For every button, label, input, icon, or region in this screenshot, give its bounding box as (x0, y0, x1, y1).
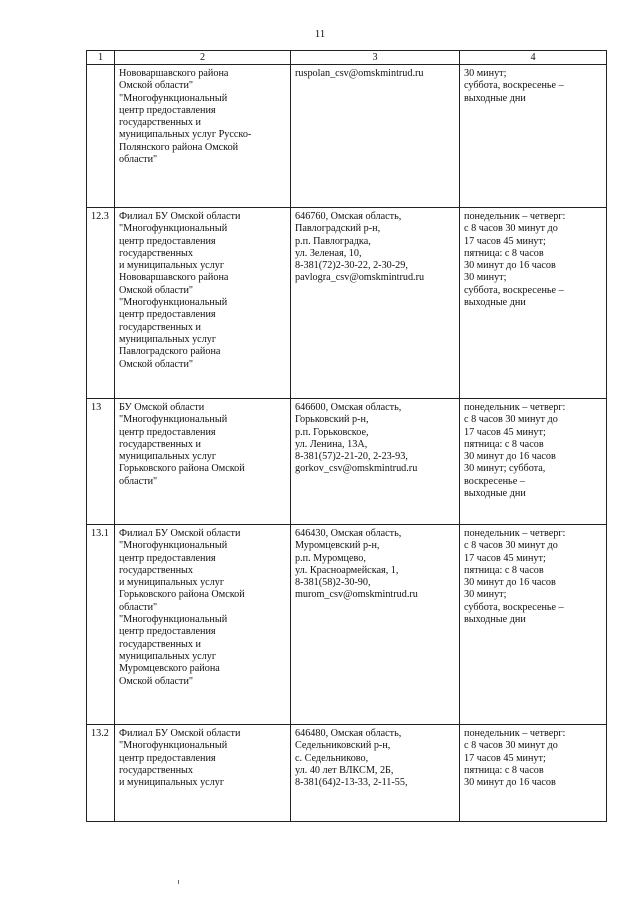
row-number: 13.1 (87, 525, 115, 725)
row-number: 13.2 (87, 725, 115, 822)
row-number (87, 65, 115, 208)
institution-name: Филиал БУ Омской области "Многофункциональный центр предоставления государственных и муниципальных услуг Горьковского района Омской области" "Многофункциональный центр предоставления государственных и муниципальных услуг Муромцевского района Омской области" (115, 525, 291, 725)
work-schedule: понедельник – четверг: с 8 часов 30 минут до 17 часов 45 минут; пятница: с 8 часов 30 минут до 16 часов 30 минут; суббота, воскресенье – выходные дни (460, 525, 607, 725)
row-number: 13 (87, 399, 115, 525)
institution-name: Филиал БУ Омской области "Многофункциональный центр предоставления государственных и муниципальных услуг (115, 725, 291, 822)
scan-mark (178, 880, 179, 884)
column-header-1: 1 (87, 51, 115, 65)
column-header-4: 4 (460, 51, 607, 65)
address-contacts: 646480, Омская область, Седельниковский р-н, с. Седельниково, ул. 40 лет ВЛКСМ, 2Б, 8-381(64)2-13-33, 2-11-55, (291, 725, 460, 822)
address-contacts: 646430, Омская область, Муромцевский р-н, р.п. Муромцево, ул. Красноармейская, 1, 8-381(58)2-30-90, murom_csv@omskmintrud.ru (291, 525, 460, 725)
work-schedule: понедельник – четверг: с 8 часов 30 минут до 17 часов 45 минут; пятница: с 8 часов 30 минут до 16 часов 30 минут; суббота, воскресенье – выходные дни (460, 208, 607, 399)
column-header-3: 3 (291, 51, 460, 65)
table-row (87, 725, 607, 822)
address-contacts: ruspolan_csv@omskmintrud.ru (291, 65, 460, 208)
work-schedule: понедельник – четверг: с 8 часов 30 минут до 17 часов 45 минут; пятница: с 8 часов 30 минут до 16 часов (460, 725, 607, 822)
institution-name: Филиал БУ Омской области "Многофункциональный центр предоставления государственных и муниципальных услуг Нововаршавского района Омской области" "Многофункциональный центр предоставления государственных и муниципальных услуг Павлоградского района Омской области" (115, 208, 291, 399)
table-row (87, 399, 607, 525)
address-contacts: 646600, Омская область, Горьковский р-н, р.п. Горьковское, ул. Ленина, 13А, 8-381(57)2-21-20, 2-23-93, gorkov_csv@omskmintrud.ru (291, 399, 460, 525)
institution-name: Нововаршавского района Омской области" "Многофункциональный центр предоставления государственных и муниципальных услуг Русско- Полянского района Омской области" (115, 65, 291, 208)
table-header-row (87, 51, 607, 65)
column-header-2: 2 (115, 51, 291, 65)
work-schedule: 30 минут; суббота, воскресенье – выходные дни (460, 65, 607, 208)
work-schedule: понедельник – четверг: с 8 часов 30 минут до 17 часов 45 минут; пятница: с 8 часов 30 минут до 16 часов 30 минут; суббота, воскресенье – выходные дни (460, 399, 607, 525)
table-row (87, 208, 607, 399)
page-number: 11 (314, 28, 326, 40)
table-row (87, 65, 607, 208)
address-contacts: 646760, Омская область, Павлоградский р-н, р.п. Павлоградка, ул. Зеленая, 10, 8-381(72)2-30-22, 2-30-29, pavlogra_csv@omskmintrud.ru (291, 208, 460, 399)
row-number: 12.3 (87, 208, 115, 399)
table-row (87, 525, 607, 725)
institution-name: БУ Омской области "Многофункциональный центр предоставления государственных и муниципальных услуг Горьковского района Омской области" (115, 399, 291, 525)
mfc-offices-table (86, 50, 607, 822)
